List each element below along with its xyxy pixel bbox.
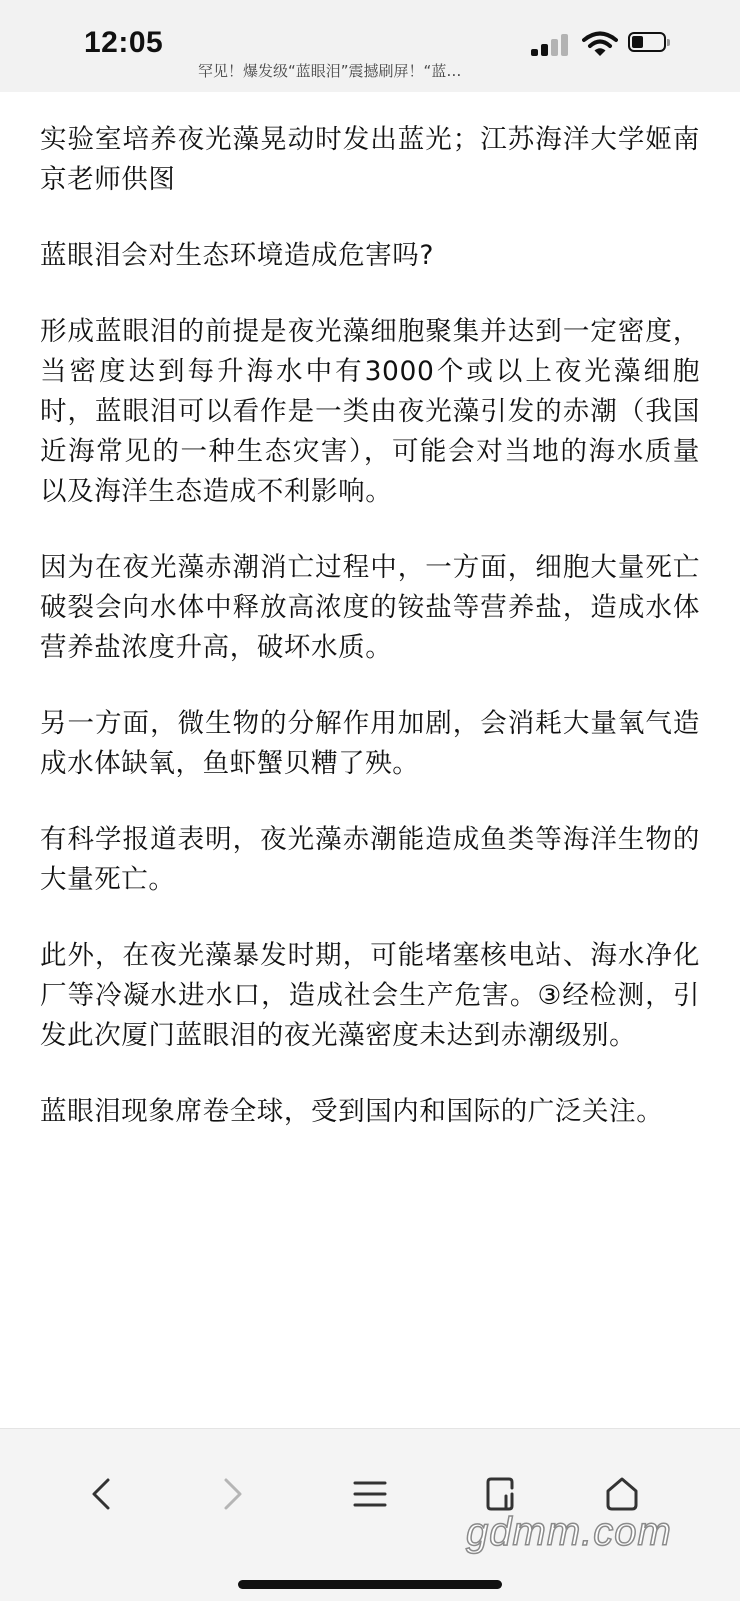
home-icon[interactable] [602, 1474, 642, 1514]
clock: 12:05 [84, 26, 164, 59]
back-arrow-icon[interactable] [82, 1474, 122, 1514]
tabs-icon[interactable] [482, 1474, 522, 1514]
article-paragraph: 因为在夜光藻赤潮消亡过程中，一方面，细胞大量死亡破裂会向水体中释放高浓度的铵盐等营养盐，造成水体营养盐浓度升高，破坏水质。 [40, 552, 700, 663]
watermark: gdmm.com [466, 1510, 672, 1554]
battery-icon [628, 32, 666, 52]
forward-arrow-icon[interactable] [212, 1474, 252, 1514]
image-caption: 实验室培养夜光藻晃动时发出蓝光；江苏海洋大学姬南京老师供图 [40, 124, 700, 195]
article-paragraph: 另一方面，微生物的分解作用加剧，会消耗大量氧气造成水体缺氧，鱼虾蟹贝糟了殃。 [40, 708, 700, 779]
signal-strength-icon [531, 32, 571, 56]
section-heading: 蓝眼泪会对生态环境造成危害吗? [40, 240, 435, 271]
wifi-icon [582, 30, 618, 58]
article-body [40, 120, 700, 1168]
status-bar [0, 0, 740, 92]
article-paragraph: 形成蓝眼泪的前提是夜光藻细胞聚集并达到一定密度，当密度达到每升海水中有3000个或以上夜光藻细胞时，蓝眼泪可以看作是一类由夜光藻引发的赤潮（我国近海常见的一种生态灾害），可能会对当地的海水质量以及海洋生态造成不利影响。 [40, 316, 700, 507]
article-paragraph: 蓝眼泪现象席卷全球，受到国内和国际的广泛关注。 [40, 1096, 664, 1127]
article-paragraph: 有科学报道表明，夜光藻赤潮能造成鱼类等海洋生物的大量死亡。 [40, 824, 700, 895]
home-indicator[interactable] [238, 1580, 502, 1589]
menu-icon[interactable] [350, 1474, 390, 1514]
page-title[interactable]: 罕见！爆发级“蓝眼泪”震撼刷屏！“蓝… [198, 62, 462, 80]
article-paragraph: 此外，在夜光藻暴发时期，可能堵塞核电站、海水净化厂等冷凝水进水口，造成社会生产危害。③经检测，引发此次厦门蓝眼泪的夜光藻密度未达到赤潮级别。 [40, 940, 700, 1051]
